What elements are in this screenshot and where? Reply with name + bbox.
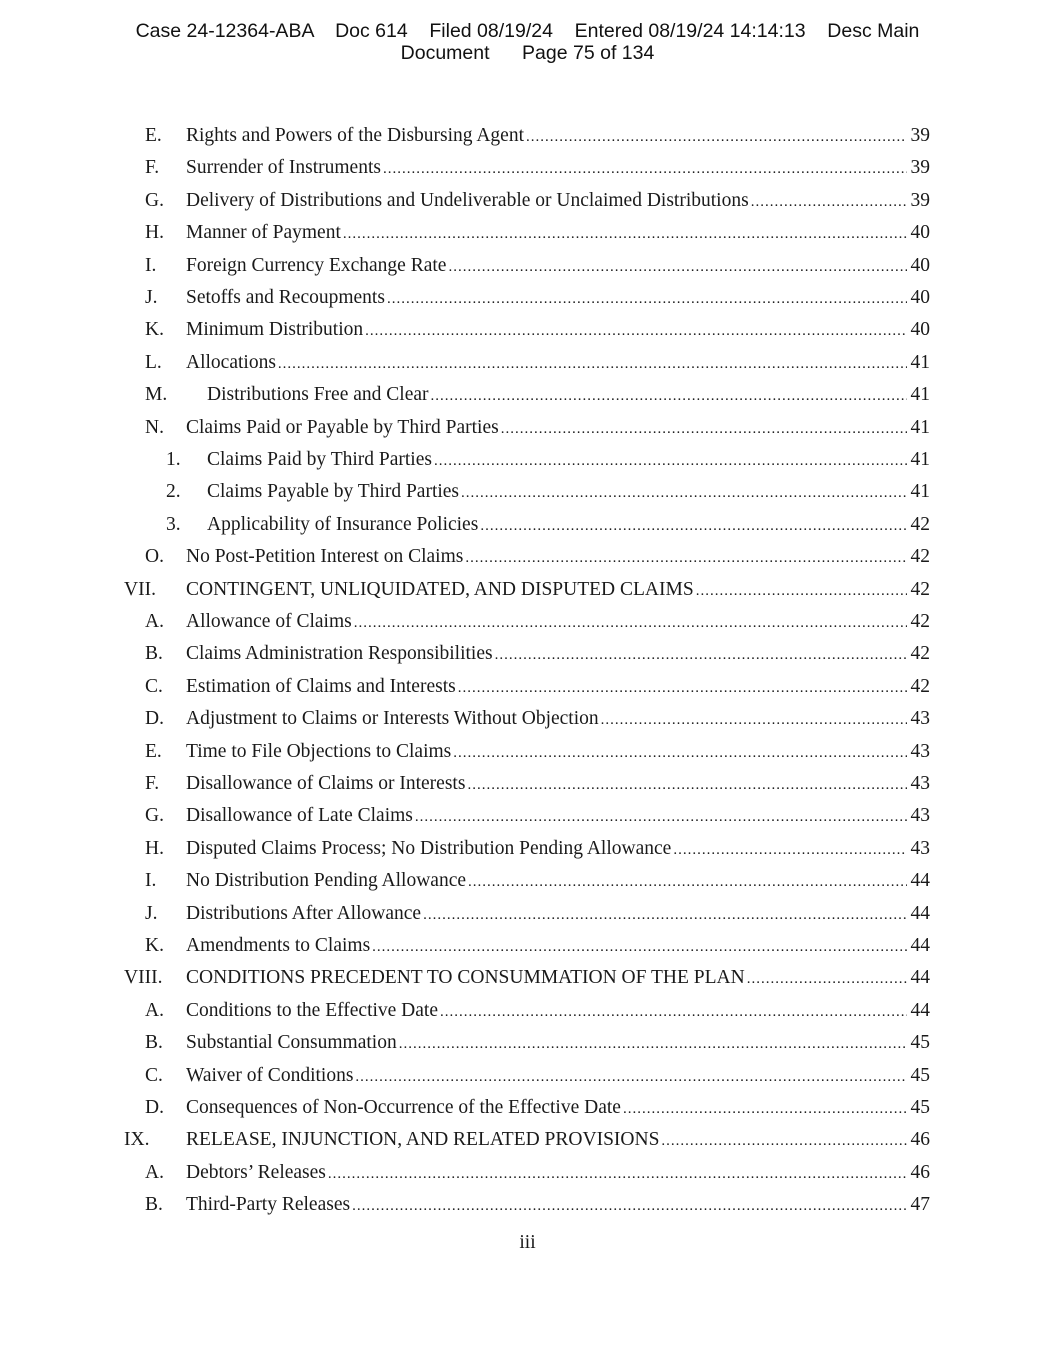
toc-entry (0, 1189, 1055, 1221)
doc-number: Doc 614 (335, 20, 408, 42)
toc-entry-number: B. (145, 1194, 163, 1216)
dot-leader (415, 801, 907, 833)
header-line-2 (0, 42, 1055, 64)
toc-entry-title: Setoffs and Recoupments (186, 282, 387, 314)
toc-entry-number: F. (145, 773, 160, 794)
toc-entry-page: 40 (910, 222, 930, 244)
toc-entry-number: N. (145, 416, 164, 438)
dot-leader (372, 931, 906, 963)
dot-leader (480, 510, 906, 542)
toc-entry (0, 1060, 1055, 1092)
toc-entry-page: 41 (910, 384, 930, 406)
toc-entry-title: Disputed Claims Process; No Distribution Pending Allowance (186, 833, 673, 865)
dot-leader (467, 769, 906, 801)
toc-entry-number: D. (145, 1097, 164, 1118)
toc-entry-page: 45 (910, 1032, 930, 1054)
toc-entry-number: H. (145, 837, 164, 859)
dot-leader (468, 866, 906, 898)
toc-entry (0, 800, 1055, 832)
toc-entry (0, 736, 1055, 768)
toc-entry-page: 40 (910, 287, 930, 308)
toc-entry-number: E. (145, 125, 162, 146)
dot-leader (623, 1093, 907, 1125)
dot-leader (495, 639, 907, 671)
dot-leader (387, 283, 907, 315)
toc-entry-page: 47 (910, 1194, 930, 1216)
toc-entry (0, 314, 1055, 346)
toc-entry-page: 44 (910, 999, 930, 1021)
toc-entry-title: Distributions Free and Clear (207, 379, 431, 411)
toc-entry-title: Foreign Currency Exchange Rate (186, 250, 448, 282)
toc-entry-title: Claims Paid or Payable by Third Parties (186, 412, 501, 444)
toc-entry (0, 412, 1055, 444)
toc-entry-page: 43 (910, 805, 930, 827)
toc-entry-title: Third-Party Releases (186, 1189, 352, 1221)
toc-entry-title: Surrender of Instruments (186, 152, 383, 184)
toc-entry-page: 39 (910, 125, 930, 146)
toc-entry-title: Manner of Payment (186, 217, 343, 249)
toc-entry-page: 43 (910, 773, 930, 794)
toc-article (0, 1124, 1055, 1156)
toc-article-title: CONDITIONS PRECEDENT TO CONSUMMATION OF THE PLAN (186, 962, 747, 994)
toc-article (0, 962, 1055, 994)
toc-entry-number: D. (145, 708, 164, 730)
toc-subentry (0, 476, 1055, 508)
toc-entry-number: I. (145, 870, 157, 892)
toc-entry-number: L. (145, 351, 162, 373)
dot-leader (434, 445, 907, 477)
dot-leader (365, 315, 906, 347)
dot-leader (747, 963, 907, 995)
toc-entry-title: No Post-Petition Interest on Claims (186, 541, 465, 573)
entered-date: Entered 08/19/24 14:14:13 (574, 20, 806, 42)
toc-article (0, 574, 1055, 606)
case-number: Case 24-12364-ABA (135, 20, 314, 42)
page-indicator: Page 75 of 134 (522, 42, 655, 64)
toc-entry-number: C. (145, 1064, 163, 1086)
court-filing-header (0, 20, 1055, 64)
toc-subentry (0, 509, 1055, 541)
dot-leader (661, 1125, 906, 1157)
dot-leader (501, 413, 907, 445)
toc-entry-page: 41 (910, 481, 930, 503)
dot-leader (453, 737, 906, 769)
toc-entry-number: K. (145, 319, 164, 341)
toc-entry-title: Rights and Powers of the Disbursing Agent (186, 120, 526, 152)
dot-leader (355, 1061, 906, 1093)
toc-entry-page: 44 (910, 870, 930, 892)
toc-entry-number: B. (145, 1032, 163, 1054)
toc-entry-number: M. (145, 384, 168, 406)
dot-leader (751, 186, 907, 218)
toc-entry-page: 41 (910, 351, 930, 373)
toc-entry-page: 46 (910, 1161, 930, 1183)
dot-leader (673, 834, 906, 866)
toc-entry-title: Adjustment to Claims or Interests Without Objection (186, 703, 601, 735)
toc-entry (0, 541, 1055, 573)
toc-entry-page: 43 (910, 740, 930, 762)
toc-entry-page: 39 (910, 189, 930, 211)
dot-leader (696, 575, 907, 607)
toc-entry-number: G. (145, 805, 164, 827)
toc-entry-page: 44 (910, 902, 930, 924)
toc-entry (0, 379, 1055, 411)
toc-entry-title: Disallowance of Late Claims (186, 800, 415, 832)
page-footer (0, 1232, 1055, 1254)
toc-entry-page: 45 (910, 1064, 930, 1086)
toc-entry-title: No Distribution Pending Allowance (186, 865, 468, 897)
toc-entry-number: H. (145, 222, 164, 244)
toc-entry-page: 44 (910, 935, 930, 956)
toc-article-number: VIII. (124, 967, 163, 989)
toc-entry-title: Amendments to Claims (186, 930, 372, 962)
toc-article-number: IX. (124, 1129, 150, 1151)
toc-entry (0, 282, 1055, 314)
dot-leader (465, 542, 906, 574)
toc-entry-number: K. (145, 935, 164, 956)
desc-label: Desc Main (827, 20, 920, 42)
toc-entry-page: 43 (910, 708, 930, 730)
toc-entry-number: 2. (166, 481, 181, 503)
toc-entry (0, 120, 1055, 152)
dot-leader (440, 996, 907, 1028)
filed-date: Filed 08/19/24 (429, 20, 553, 42)
footer-page-number: iii (519, 1232, 536, 1253)
toc-entry-page: 41 (910, 449, 930, 470)
document-label: Document (400, 42, 490, 64)
toc-entry (0, 185, 1055, 217)
toc-entry-number: 1. (166, 449, 181, 470)
toc-entry (0, 1092, 1055, 1124)
toc-entry-title: Estimation of Claims and Interests (186, 671, 458, 703)
toc-entry-number: J. (145, 287, 158, 308)
toc-entry-title: Delivery of Distributions and Undeliverable or Unclaimed Distributions (186, 185, 751, 217)
dot-leader (458, 672, 907, 704)
toc-entry-number: O. (145, 546, 164, 568)
toc-entry (0, 865, 1055, 897)
toc-entry-page: 41 (910, 416, 930, 438)
dot-leader (352, 1190, 906, 1222)
toc-entry-number: C. (145, 675, 163, 697)
dot-leader (383, 153, 907, 185)
toc-entry (0, 347, 1055, 379)
toc-entry-page: 42 (910, 513, 930, 535)
toc-entry-title: Disallowance of Claims or Interests (186, 768, 467, 800)
toc-entry-number: F. (145, 157, 160, 179)
toc-entry-number: A. (145, 611, 164, 632)
toc-entry-title: Waiver of Conditions (186, 1060, 355, 1092)
toc-entry (0, 250, 1055, 282)
toc-entry-number: B. (145, 643, 163, 665)
toc-entry-page: 42 (910, 546, 930, 568)
dot-leader (328, 1158, 907, 1190)
dot-leader (278, 348, 907, 380)
dot-leader (431, 380, 907, 412)
toc-entry (0, 833, 1055, 865)
toc-entry (0, 217, 1055, 249)
toc-entry-title: Claims Administration Responsibilities (186, 638, 495, 670)
toc-entry-page: 39 (910, 157, 930, 179)
toc-entry (0, 703, 1055, 735)
toc-entry-title: Substantial Consummation (186, 1027, 399, 1059)
toc-subentry (0, 444, 1055, 476)
toc-entry-page: 46 (910, 1129, 930, 1151)
toc-entry (0, 606, 1055, 638)
toc-entry-number: G. (145, 189, 164, 211)
toc-entry-title: Minimum Distribution (186, 314, 365, 346)
dot-leader (526, 121, 907, 153)
dot-leader (354, 607, 907, 639)
toc-entry-number: A. (145, 1161, 164, 1183)
toc-entry-page: 45 (910, 1097, 930, 1118)
toc-entry (0, 768, 1055, 800)
toc-article-title: CONTINGENT, UNLIQUIDATED, AND DISPUTED CLAIMS (186, 574, 696, 606)
dot-leader (601, 704, 907, 736)
toc-entry-number: 3. (166, 513, 181, 535)
toc-entry-page: 42 (910, 643, 930, 665)
toc-entry-page: 42 (910, 611, 930, 632)
toc-entry-page: 42 (910, 578, 930, 600)
toc-entry-page: 40 (910, 254, 930, 276)
dot-leader (399, 1028, 907, 1060)
toc-entry-page: 43 (910, 837, 930, 859)
toc-entry-title: Time to File Objections to Claims (186, 736, 453, 768)
dot-leader (461, 477, 906, 509)
toc-entry-page: 44 (910, 967, 930, 989)
toc-entry (0, 995, 1055, 1027)
toc-entry-title: Allocations (186, 347, 278, 379)
toc-entry-title: Claims Paid by Third Parties (207, 444, 434, 476)
header-line-1 (0, 20, 1055, 42)
toc-entry (0, 898, 1055, 930)
toc-entry-number: I. (145, 254, 157, 276)
toc-entry-title: Applicability of Insurance Policies (207, 509, 480, 541)
toc-entry-page: 42 (910, 675, 930, 697)
toc-entry-title: Allowance of Claims (186, 606, 354, 638)
toc-entry (0, 1157, 1055, 1189)
toc-article-title: RELEASE, INJUNCTION, AND RELATED PROVISIONS (186, 1124, 661, 1156)
toc-article-number: VII. (124, 578, 156, 600)
toc-entry-title: Conditions to the Effective Date (186, 995, 440, 1027)
toc-entry-title: Consequences of Non-Occurrence of the Effective Date (186, 1092, 623, 1124)
dot-leader (448, 251, 906, 283)
toc-entry (0, 1027, 1055, 1059)
dot-leader (423, 899, 906, 931)
toc-entry-page: 40 (910, 319, 930, 341)
toc-entry (0, 152, 1055, 184)
toc-entry (0, 930, 1055, 962)
toc-entry-number: A. (145, 999, 164, 1021)
toc-entry-title: Debtors’ Releases (186, 1157, 328, 1189)
toc-entry-number: E. (145, 740, 162, 762)
dot-leader (343, 218, 907, 250)
toc-entry-title: Claims Payable by Third Parties (207, 476, 461, 508)
toc-entry (0, 638, 1055, 670)
toc-entry-title: Distributions After Allowance (186, 898, 423, 930)
toc-entry-number: J. (145, 902, 158, 924)
toc-entry (0, 671, 1055, 703)
